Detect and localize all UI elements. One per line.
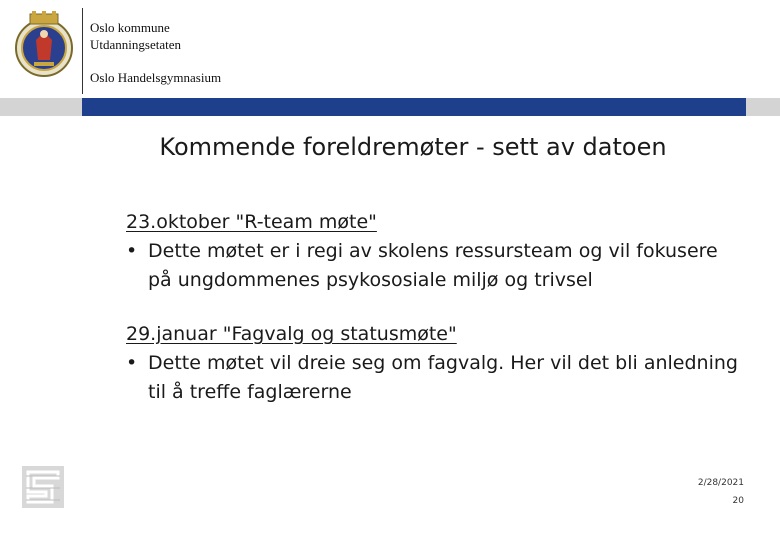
bullet-dot: •	[126, 240, 138, 262]
header-band-blue	[82, 98, 746, 116]
slide-page-number: 20	[732, 496, 744, 506]
school-logo-icon	[22, 466, 64, 508]
department-name: Utdanningsetaten	[90, 37, 181, 52]
meeting-heading: 29.januar "Fagvalg og statusmøte"	[126, 323, 457, 345]
slide-title: Kommende foreldremøter - sett av datoen	[159, 133, 667, 161]
meeting-heading: 23.oktober "R-team møte"	[126, 211, 377, 233]
slide-date: 2/28/2021	[697, 478, 744, 488]
meeting-bullet-text: Dette møtet vil dreie seg om fagvalg. Her vil det bli anledning til å treffe faglærerne	[148, 352, 738, 403]
org-name: Oslo kommune	[90, 20, 170, 35]
slide-content	[126, 208, 746, 407]
bullet-dot: •	[126, 352, 138, 374]
meeting-section	[126, 320, 746, 407]
oslo-crest-icon	[14, 10, 74, 80]
slide-header	[0, 0, 780, 98]
meeting-bullet	[126, 237, 746, 295]
meeting-bullet	[126, 349, 746, 407]
meeting-bullet-text: Dette møtet er i regi av skolens ressursteam og vil fokusere på ungdommenes psykososiale miljø og trivsel	[148, 240, 718, 291]
header-divider	[82, 8, 83, 94]
school-name: Oslo Handelsgymnasium	[90, 70, 222, 85]
meeting-section	[126, 208, 746, 295]
